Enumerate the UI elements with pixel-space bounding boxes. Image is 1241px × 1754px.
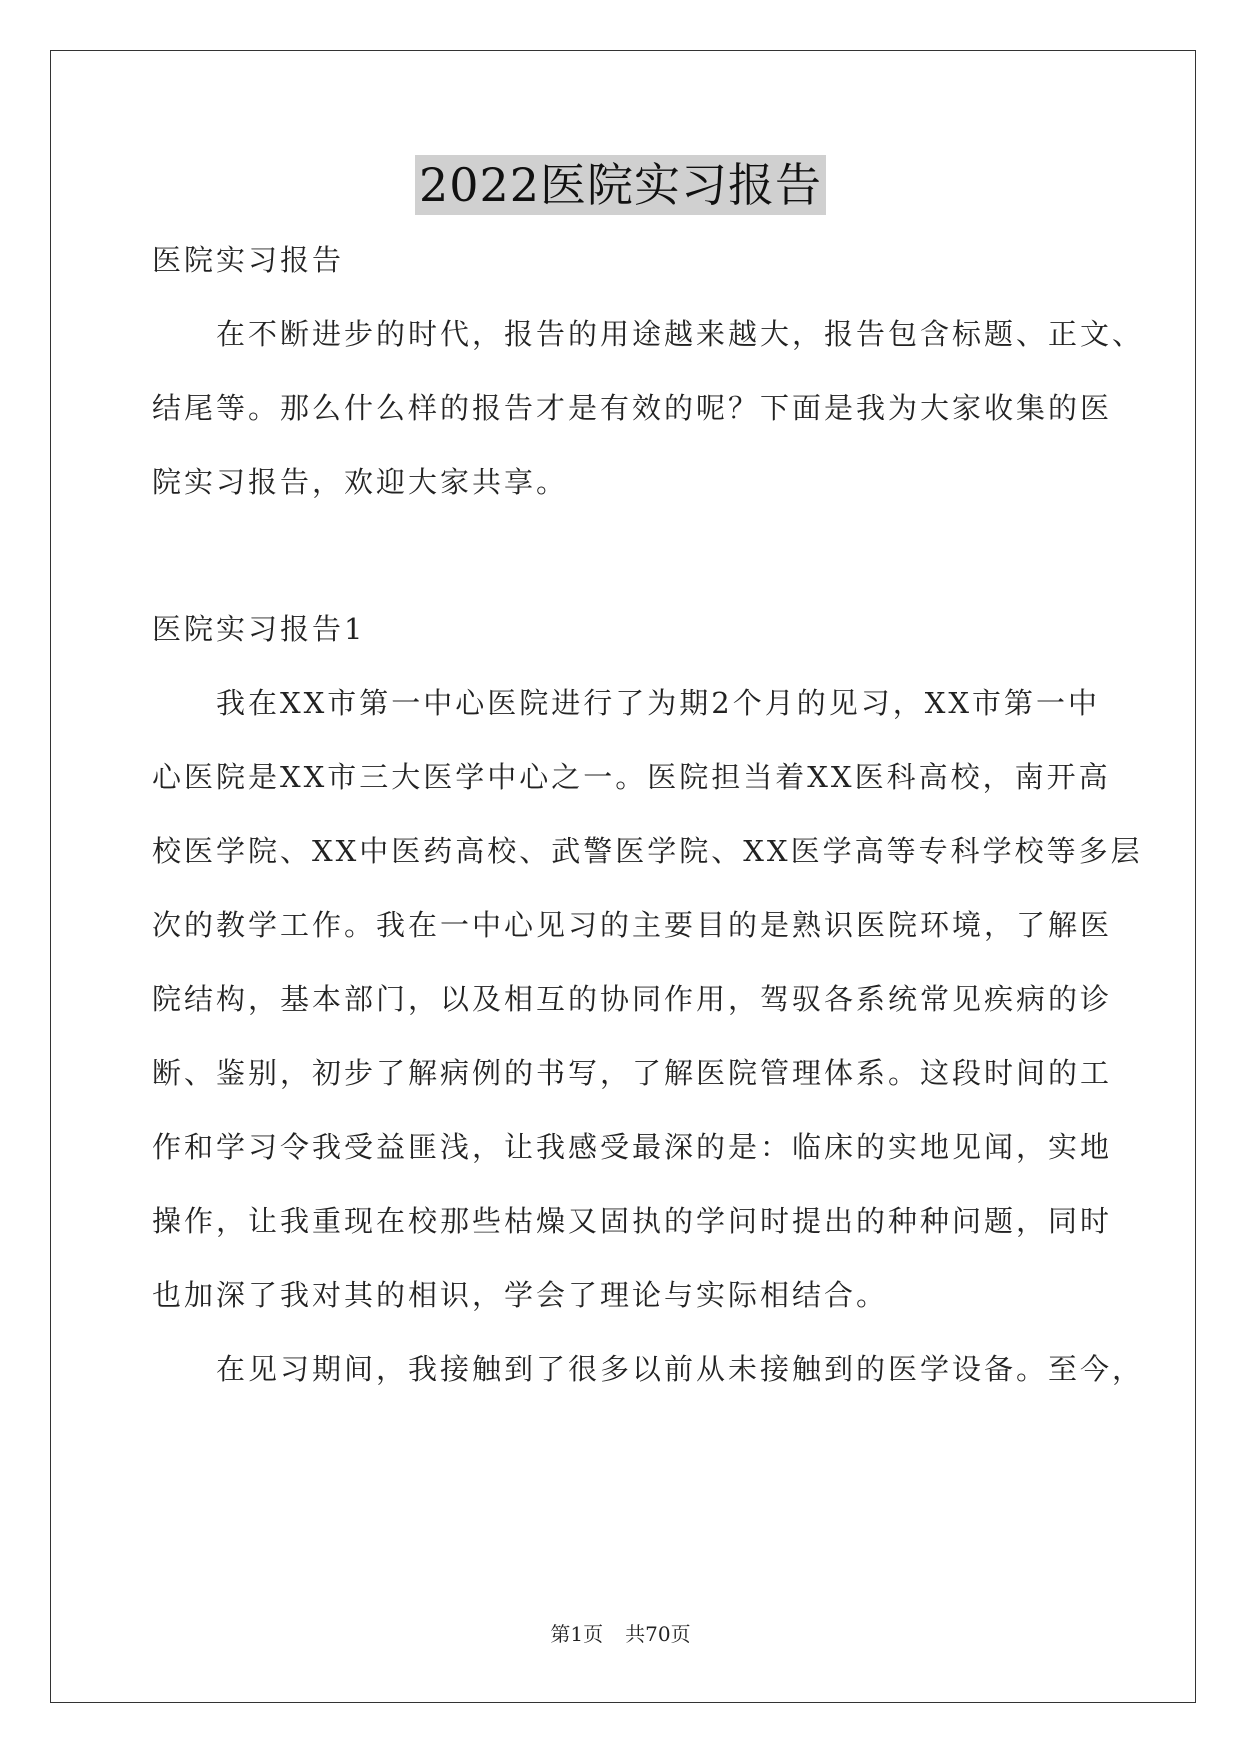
page-footer xyxy=(0,1620,1241,1648)
paragraph-line: 次的教学工作。我在一中心见习的主要目的是熟识医院环境，了解医 xyxy=(152,908,1113,942)
paragraph-line: 作和学习令我受益匪浅，让我感受最深的是：临床的实地见闻，实地 xyxy=(152,1130,1113,1164)
paragraph-line: 在不断进步的时代，报告的用途越来越大，报告包含标题、正文、 xyxy=(152,317,1145,351)
paragraph-line: 结尾等。那么什么样的报告才是有效的呢？下面是我为大家收集的医 xyxy=(152,391,1113,425)
paragraph-line: 校医学院、XX中医药高校、武警医学院、XX医学高等专科学校等多层 xyxy=(152,834,1143,868)
page-number: 第1页 xyxy=(550,1622,604,1646)
paragraph-line: 在见习期间，我接触到了很多以前从未接触到的医学设备。至今， xyxy=(152,1352,1145,1386)
paragraph-line: 院结构，基本部门，以及相互的协同作用，驾驭各系统常见疾病的诊 xyxy=(152,982,1113,1016)
paragraph-line: 操作，让我重现在校那些枯燥又固执的学问时提出的种种问题，同时 xyxy=(152,1204,1113,1238)
paragraph-line: 心医院是XX市三大医学中心之一。医院担当着XX医科高校，南开高 xyxy=(152,760,1111,794)
paragraph-line: 也加深了我对其的相识，学会了理论与实际相结合。 xyxy=(152,1278,889,1312)
section-heading: 医院实习报告 xyxy=(152,243,345,277)
page-border xyxy=(50,50,1196,1703)
paragraph-line: 院实习报告，欢迎大家共享。 xyxy=(152,465,569,499)
section-heading: 医院实习报告1 xyxy=(152,612,366,646)
paragraph-line: 断、鉴别，初步了解病例的书写，了解医院管理体系。这段时间的工 xyxy=(152,1056,1113,1090)
title-container xyxy=(0,155,1241,215)
paragraph-line: 我在XX市第一中心医院进行了为期2个月的见习，XX市第一中 xyxy=(152,686,1101,720)
document-title: 2022医院实习报告 xyxy=(415,155,826,215)
page-total: 共70页 xyxy=(625,1622,691,1646)
